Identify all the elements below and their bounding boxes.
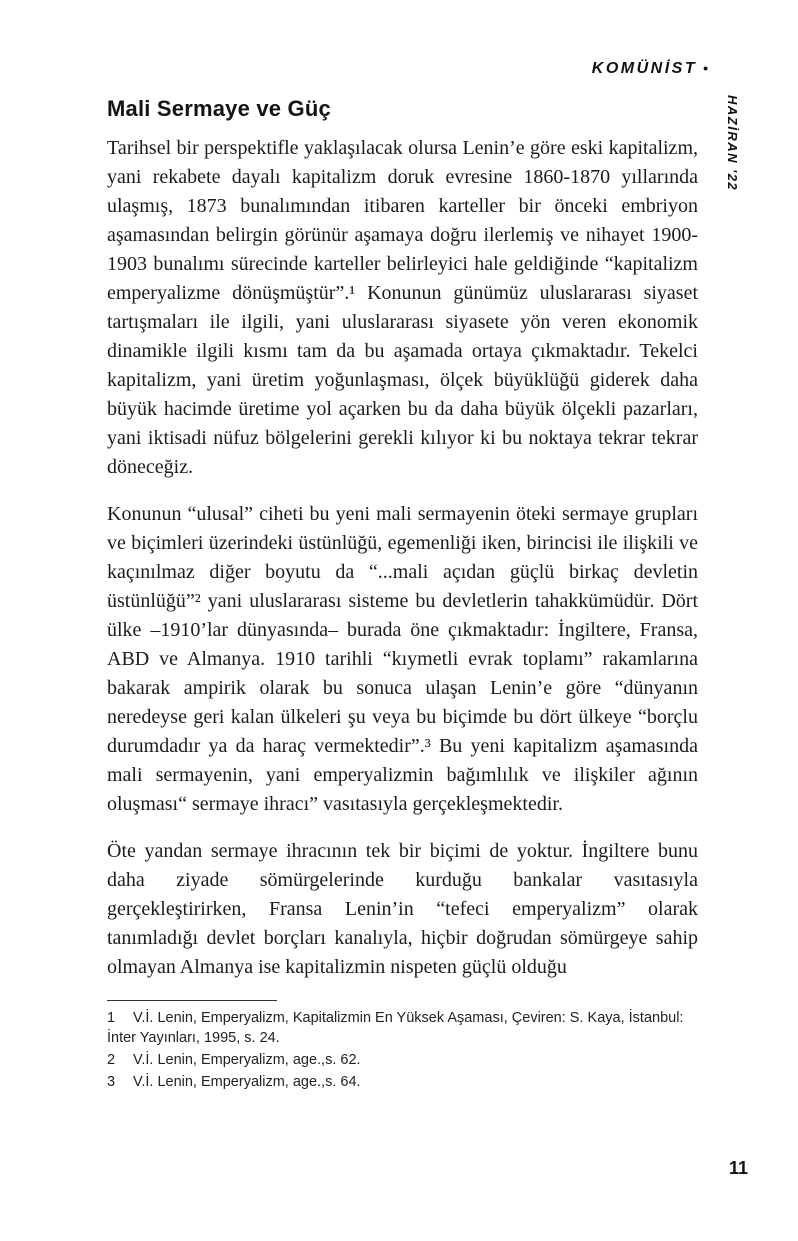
footnote-2 <box>107 1050 698 1070</box>
page-number: 11 <box>728 1158 748 1178</box>
masthead-bullet: • <box>703 60 708 76</box>
footnote-number: 3 <box>107 1074 116 1090</box>
footnote-1 <box>107 1008 698 1048</box>
footnote-divider <box>107 1000 277 1001</box>
issue-label: HAZİRAN '22 <box>725 95 740 192</box>
footnotes-section <box>107 1000 698 1092</box>
footnote-3 <box>107 1072 698 1092</box>
footnote-text: V.İ. Lenin, Emperyalizm, Kapitalizmin En Yüksek Aşaması, Çeviren: S. Kaya, İstanbul: İnter Yayınları, 1995, s. 24. <box>107 1010 684 1046</box>
footnote-text: V.İ. Lenin, Emperyalizm, age.,s. 62. <box>133 1052 361 1068</box>
footnote-number: 2 <box>107 1052 116 1068</box>
footnote-number: 1 <box>107 1010 116 1026</box>
masthead-title: KOMÜNİST <box>591 60 698 77</box>
article-content <box>107 96 698 1094</box>
footnote-text: V.İ. Lenin, Emperyalizm, age.,s. 64. <box>133 1074 361 1090</box>
paragraph-2: Konunun “ulusal” ciheti bu yeni mali sermayenin öteki sermaye grupları ve biçimleri üzerindeki üstünlüğü, egemenliği iken, birincisi ile ilişkili ve kaçınılmaz diğer boyutu da “...mali açıdan güçlü birkaç devletin üstünlüğü”² yani uluslararası sisteme bu devletlerin tahakkümüdür. Dört ülke –1910’lar dünyasında– burada öne çıkmaktadır: İngiltere, Fransa, ABD ve Almanya. 1910 tarihli “kıymetli evrak toplamı” rakamlarına bakarak ampirik olarak bu sonuca ulaşan Lenin’e göre “dünyanın neredeyse geri kalan ülkeleri şu veya bu biçimde bu dört ülkeye “borçlu durumdadır ya da haraç vermektedir”.³ Bu yeni kapitalizm aşamasında mali sermayenin, yani emperyalizmin bağımlılık ve ilişkiler ağının oluşması“ sermaye ihracı” vasıtasıyla gerçekleşmektedir. <box>107 503 698 815</box>
masthead <box>592 60 708 78</box>
paragraph-1: Tarihsel bir perspektifle yaklaşılacak olursa Lenin’e göre eski kapitalizm, yani rekabete dayalı kapitalizm doruk evresine 1860-1870 yıllarında ulaşmış, 1873 bunalımından itibaren karteller bir önceki embriyon aşamasından belirgin görünür aşamaya doğru ilerlemiş ve nihayet 1900-1903 bunalımı sürecinde karteller belirleyici hale geldiğinde “kapitalizm emperyalizme dönüşmüştür”.¹ Konunun günümüz uluslararası siyaset tartışmaları ile ilgili, yani uluslararası siyasete yön veren ekonomik dinamikle ilgili kısmı tam da bu aşamada ortaya çıkmaktadır. Tekelci kapitalizm, yani üretim yoğunlaşması, ölçek büyüklüğü giderek daha büyük hacimde üretime yol açarken bu da daha büyük ölçekli pazarları, yani iktisadi nüfuz bölgelerini gerekli kılıyor ki bu noktaya tekrar tekrar döneceğiz. <box>107 137 698 478</box>
article-title: Mali Sermaye ve Güç <box>107 96 331 121</box>
paragraph-3: Öte yandan sermaye ihracının tek bir biçimi de yoktur. İngiltere bunu daha ziyade sömürgelerinde kurduğu bankalar vasıtasıyla gerçekleştirirken, Fransa Lenin’in “tefeci emperyalizm” olarak tanımladığı devlet borçları kanalıyla, hiçbir doğrudan sömürgeye sahip olmayan Almanya ise kapitalizmin nispeten güçlü olduğu <box>107 840 698 978</box>
